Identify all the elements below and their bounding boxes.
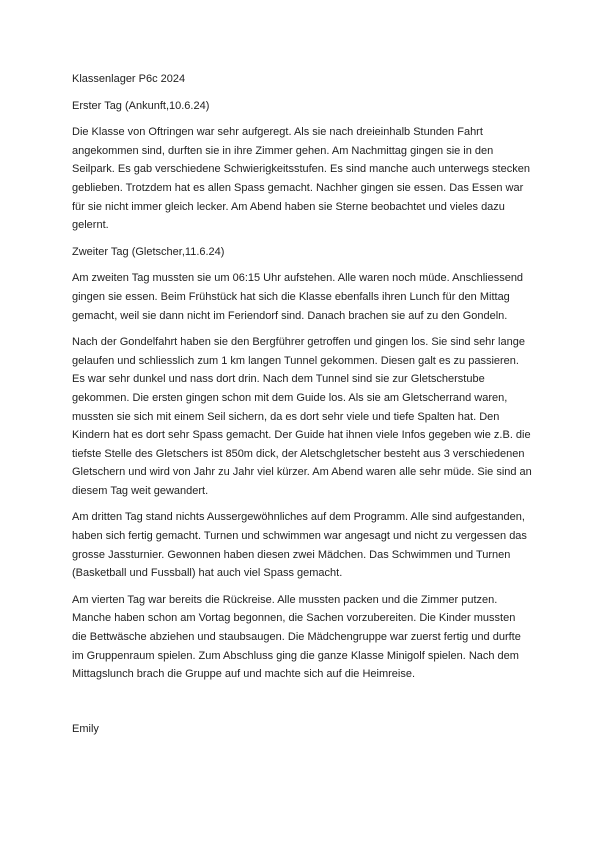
day3-paragraph: Am dritten Tag stand nichts Aussergewöhnliches auf dem Programm. Alle sind aufgestanden, haben sich fertig gemacht. Turnen und schwimmen war angesagt und nicht zu vergessen das grosse Jassturnier. Gewonnen haben diesen zwei Mädchen. Das Schwimmen und Turnen (Basketball und Fussball) hat auch viel Spass gemacht. [72,511,527,580]
day2-heading: Zweiter Tag (Gletscher,11.6.24) [72,245,225,258]
day1-paragraph: Die Klasse von Oftringen war sehr aufgeregt. Als sie nach dreieinhalb Stunden Fahrt angekommen sind, durften sie in ihre Zimmer gehen. Am Nachmittag gingen sie in den Seilpark. Es gab verschiedene Schwierigkeitsstufen. Es sind manche auch unterwegs stecken geblieben. Trotzdem hat es allen Spass gemacht. Nachher gingen sie essen. Das Essen war für sie nicht immer gleich lecker. Am Abend haben sie Sterne beobachtet und vieles dazu gelernt. [72,126,530,232]
author-signature: Emily [72,722,99,735]
document-title: Klassenlager P6c 2024 [72,73,186,85]
document-page [72,70,532,749]
day4-paragraph: Am vierten Tag war bereits die Rückreise. Alle mussten packen und die Zimmer putzen. Manche haben schon am Vortag begonnen, die Sachen vorzubereiten. Die Kinder mussten die Bettwäsche abziehen und staubsaugen. Die Mädchengruppe war zuerst fertig und durfte im Gruppenraum spielen. Zum Abschluss ging die ganze Klasse Minigolf spielen. Nach dem Mittagslunch brach die Gruppe auf und machte sich auf die Heimreise. [72,593,521,681]
day1-heading: Erster Tag (Ankunft,10.6.24) [72,99,210,112]
day2-paragraph-2: Nach der Gondelfahrt haben sie den Bergführer getroffen und gingen los. Sie sind sehr lange gelaufen und schliesslich zum 1 km langen Tunnel gekommen. Diesen galt es zu passieren. Es war sehr dunkel und nass dort drin. Nach dem Tunnel sind sie zur Gletscherstube gekommen. Die ersten gingen schon mit dem Guide los. Als sie am Gletscherrand waren, mussten sie sich mit einem Seil sichern, da es dort sehr viele und tiefe Spalten hat. Den Kindern hat es dort sehr Spass gemacht. Der Guide hat ihnen viele Infos gegeben wie z.B. die tiefste Stelle des Gletschers ist 850m dick, der Aletschgletscher besteht aus 3 verschiedenen Gletschern und wird von Jahr zu Jahr viel kürzer. Am Abend waren alle sehr müde. Sie sind an diesem Tag weit gewandert. [72,336,532,497]
day2-paragraph-1: Am zweiten Tag mussten sie um 06:15 Uhr aufstehen. Alle waren noch müde. Anschliessend gingen sie essen. Beim Frühstück hat sich die Klasse ebenfalls ihren Lunch für den Mittag gemacht, weil sie dann nicht im Feriendorf sind. Danach brachen sie auf zu den Gondeln. [72,272,524,322]
